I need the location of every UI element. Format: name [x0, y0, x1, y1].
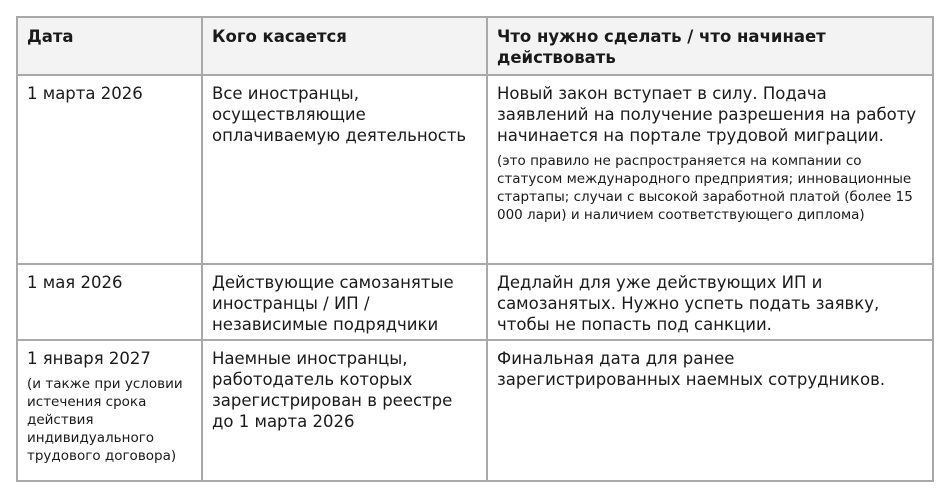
cell-date — [17, 264, 202, 340]
what-note: (это правило не распространяется на компании со статусом международного предприятия; инновационные стартапы; случаи с высокой заработной платой (более 15 000 лари) и наличием соответствующего диплома) — [497, 153, 913, 223]
what-text: Финальная дата для ранее зарегистрированных наемных сотрудников. — [497, 349, 886, 389]
date-note: (и также при условии истечения срока действия индивидуального трудового договора) — [27, 376, 183, 464]
date-text: 1 января 2027 — [27, 349, 151, 368]
what-text: Дедлайн для уже действующих ИП и самозанятых. Нужно успеть подать заявку, чтобы не попасть под санкции. — [497, 273, 880, 334]
header-what: Что нужно сделать / что начинает действовать — [487, 17, 933, 75]
cell-who — [202, 340, 487, 481]
what-text: Новый закон вступает в силу. Подача заявлений на получение разрешения на работу начинается на портале трудовой миграции. — [497, 84, 917, 145]
table-row — [17, 340, 933, 481]
header-who: Кого касается — [202, 17, 487, 75]
cell-what — [487, 340, 933, 481]
cell-who — [202, 75, 487, 264]
cell-who — [202, 264, 487, 340]
date-text: 1 марта 2026 — [27, 84, 143, 103]
header-date: Дата — [17, 17, 202, 75]
who-text: Действующие самозанятые иностранцы / ИП / независимые подрядчики — [212, 273, 454, 334]
who-text: Наемные иностранцы, работодатель которых зарегистрирован в реестре до 1 марта 2026 — [212, 349, 453, 431]
migration-deadlines-table — [16, 16, 934, 482]
cell-date — [17, 340, 202, 481]
table-row — [17, 264, 933, 340]
who-text: Все иностранцы, осуществляющие оплачиваемую деятельность — [212, 84, 467, 145]
cell-what — [487, 264, 933, 340]
cell-date — [17, 75, 202, 264]
table-header-row — [17, 17, 933, 75]
table-row — [17, 75, 933, 264]
cell-what — [487, 75, 933, 264]
date-text: 1 мая 2026 — [27, 273, 123, 292]
